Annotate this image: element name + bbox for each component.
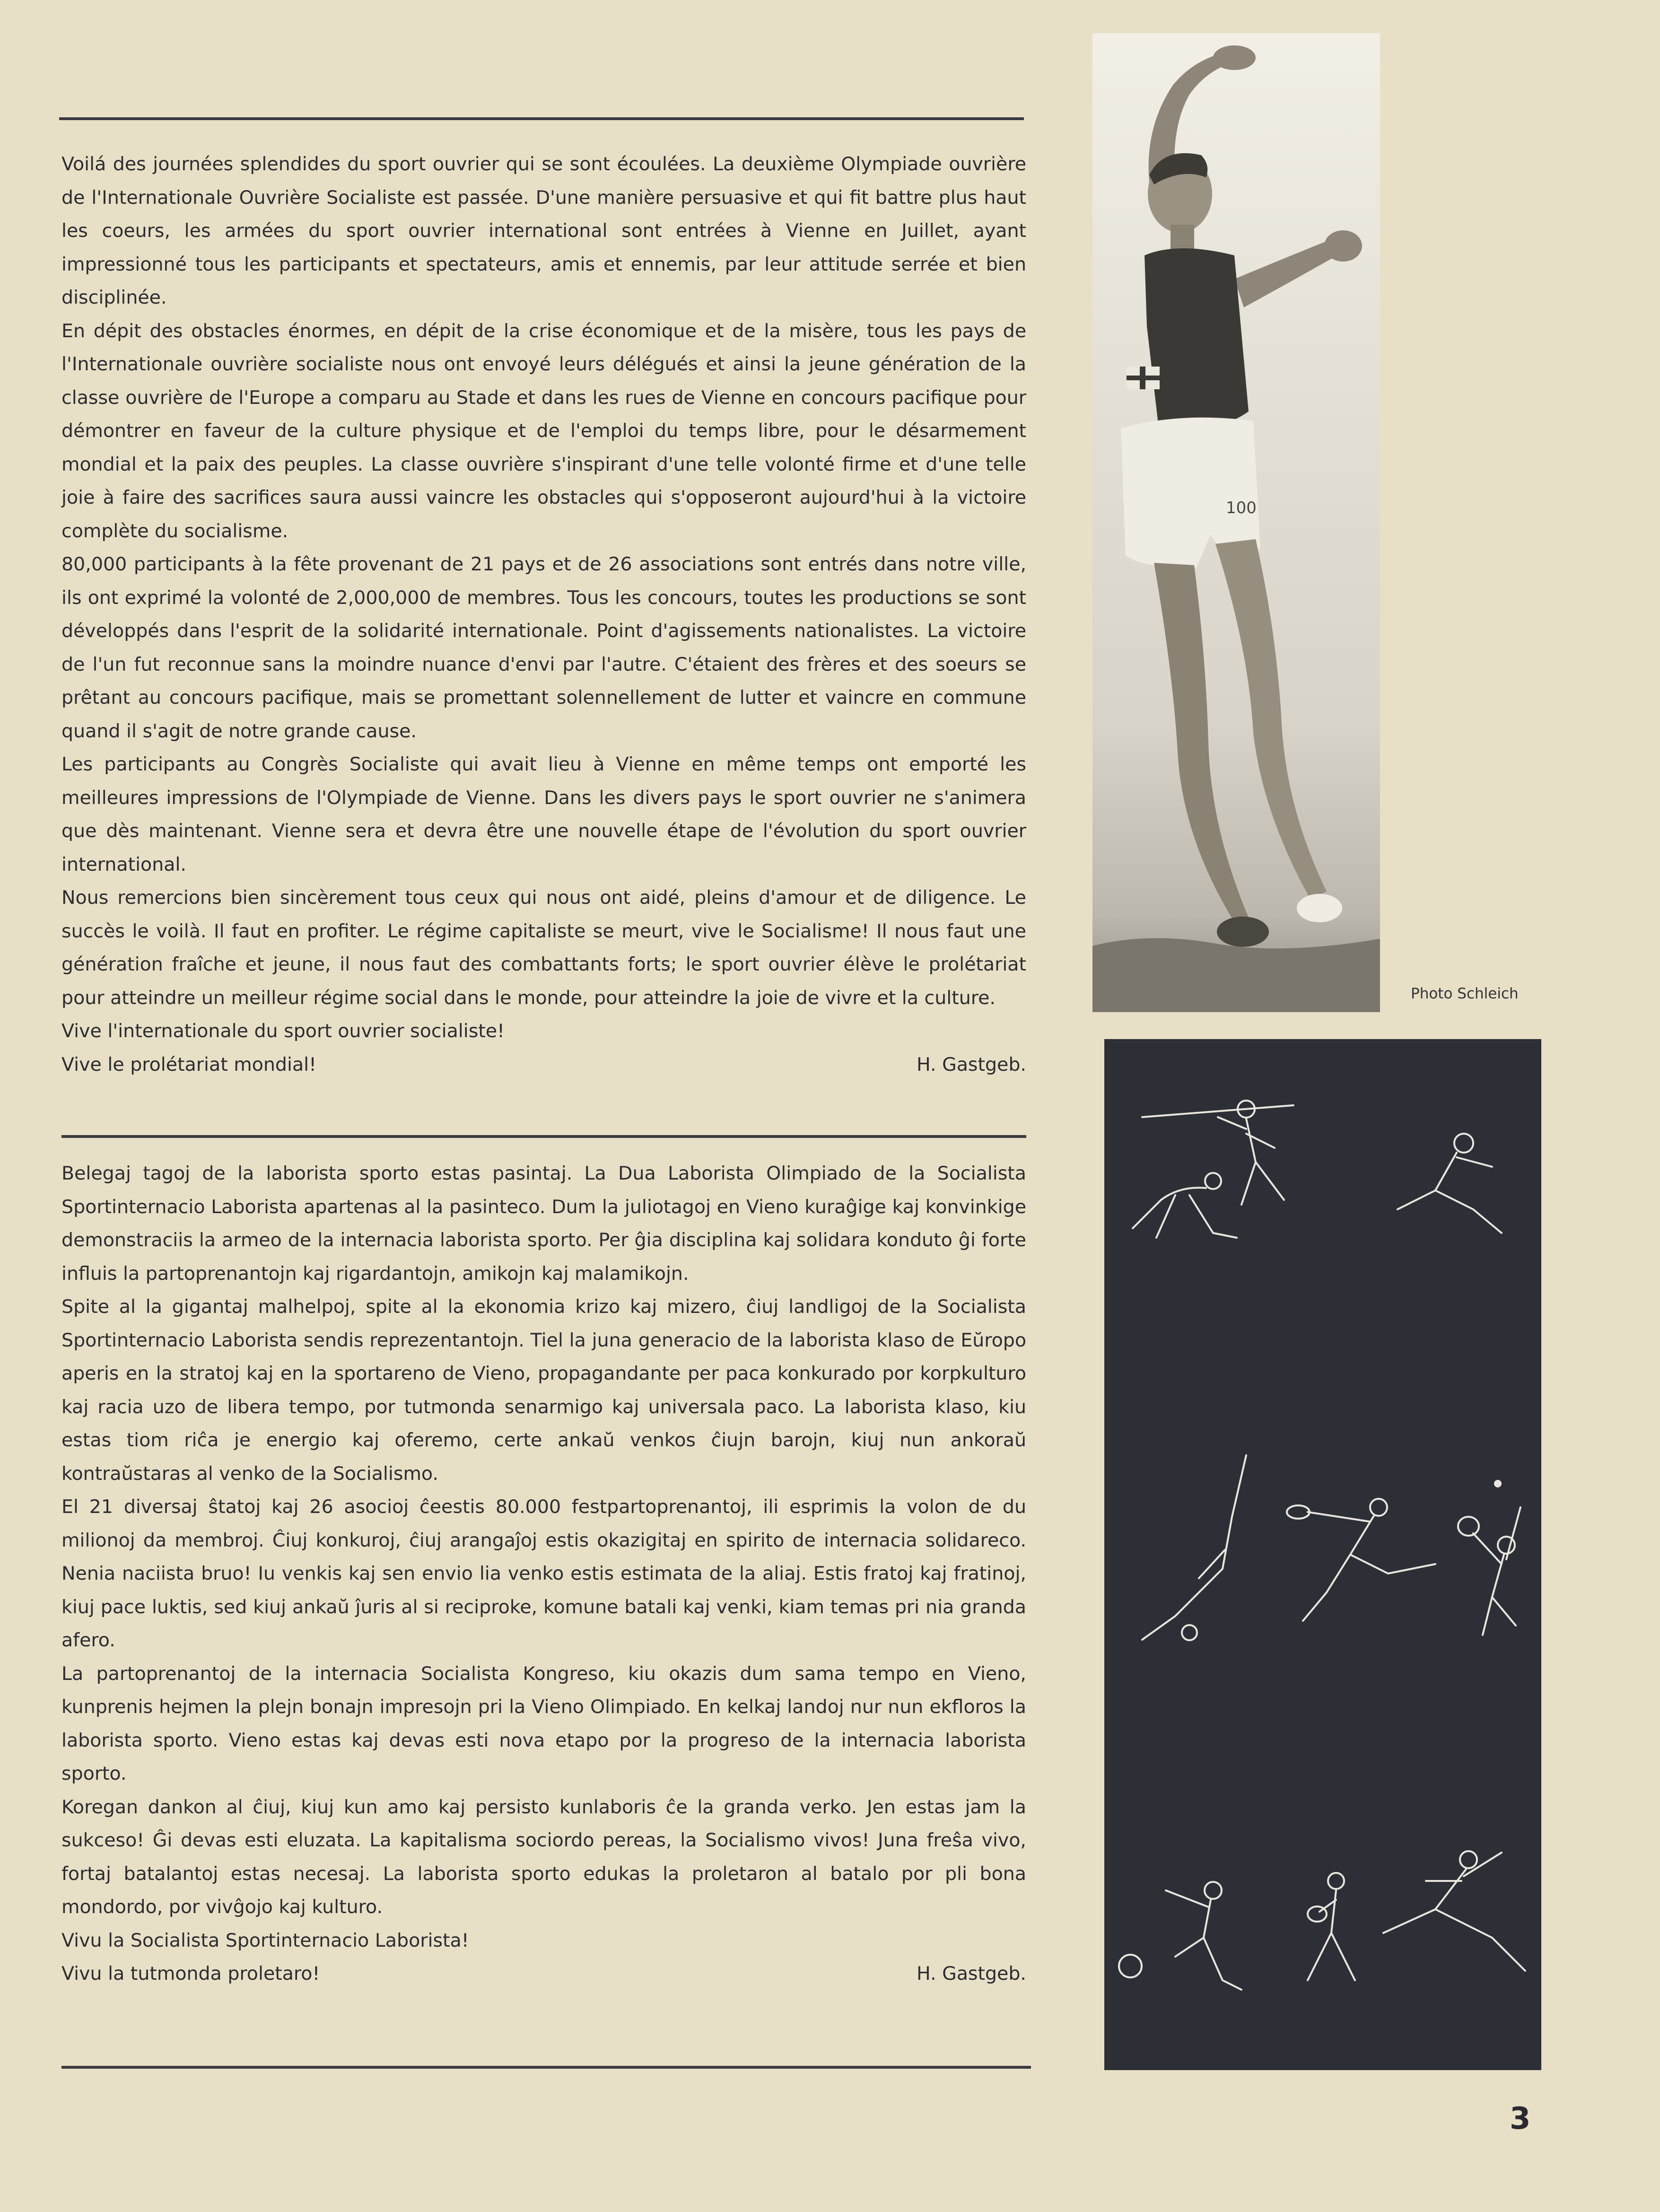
shot-putter-sketch [1398,1134,1502,1233]
french-paragraph-6: Vive l'internationale du sport ouvrier socialiste! [61,1020,505,1042]
boxer-sketch [1308,1873,1355,1980]
javelin-thrower-sketch [1142,1101,1293,1205]
esperanto-closing: Vivu la tutmonda proletaro! [61,1963,320,1985]
top-rule [59,117,1024,120]
page-number: 3 [1510,2101,1531,2136]
french-signature: H. Gastgeb. [916,1053,1026,1075]
esperanto-signature-line [61,1957,1026,1991]
tennis-player-sketch [1458,1481,1520,1635]
athlete-sketch-panel [1104,1039,1541,2070]
runner-sketch [1383,1851,1525,1971]
french-article [61,148,1026,1081]
french-signature-line [61,1048,1026,1082]
esperanto-paragraph-4: La partoprenantoj de la internacia Socialista Kongreso, kiu okazis dum sama tempo en Vieno, kunprenis hejmen la plejn bonajn impresojn pri la Vieno Olimpiado. En kelkaj landoj nur nun ekfloros la laborista sporto. Vieno estas kaj devas esti nova etapo por la progreso de la internacia laborista sporto. [61,1662,1026,1784]
crouching-runner-sketch [1133,1173,1237,1238]
french-paragraph-1: Voilá des journées splendides du sport ouvrier qui se sont écoulées. La deuxième Olympiade ouvrière de l'Internationale Ouvrière Socialiste est passée. D'une manière persuasive et qui fit battre plus haut les coeurs, les armées du sport ouvrier international sont entrées à Vienne en Juillet, ayant impressionné tous les participants et spectateurs, amis et ennemis, par leur attitude serrée et bien disciplinée. [61,153,1026,308]
esperanto-paragraph-1: Belegaj tagoj de la laborista sporto estas pasintaj. La Dua Laborista Olimpiado de la Socialista Sportinternacio Laborista apartenas al la pasinteco. Dum la juliotagoj en Vieno kuraĝige kaj konvinkige demonstraciis la armeo de la internacia laborista sporto. Per ĝia disciplina kaj solidara konduto ĝi forte influis la partoprenantojn kaj rigardantojn, amikojn kaj malamikojn. [61,1163,1026,1285]
esperanto-paragraph-2: Spite al la gigantaj malhelpoj, spite al la ekonomia krizo kaj mizero, ĉiuj landligoj de la Socialista Sportinternacio Laborista sendis reprezentantojn. Tiel la juna generacio de la laborista klaso de Eŭropo aperis en la stratoj kaj en la sportareno de Vieno, propagandante per paca konkurado por korpkulturo kaj racia uzo de libera tempo, por tutmonda senarmigo kaj universala paco. La laborista klaso, kiu estas tiom riĉa je energio kaj oferemo, certe ankaŭ venkos ĉiujn barojn, kiuj nun ankoraŭ kontraŭstaras al venko de la Socialismo. [61,1296,1026,1485]
football-player-sketch [1119,1882,1241,1990]
french-closing: Vive le prolétariat mondial! [61,1053,316,1075]
french-paragraph-4: Les participants au Congrès Socialiste qui avait lieu à Vienne en même temps ont emporté les meilleures impressions de l'Olympiade de Vienne. Dans les divers pays le sport ouvrier ne s'animera que dès maintenant. Vienne sera et devra être une nouvelle étape de l'évolution du sport ouvrier international. [61,753,1026,875]
esperanto-article [61,1157,1026,1991]
jersey-number: 100 [1226,498,1257,517]
bottom-rule [61,2066,1031,2069]
photo-credit: Photo Schleich [1411,985,1519,1002]
esperanto-paragraph-6: Vivu la Socialista Sportinternacio Laborista! [61,1929,469,1951]
esperanto-paragraph-3: El 21 diversaj ŝtatoj kaj 26 asocioj ĉeestis 80.000 festpartoprenantoj, ili esprimis la volon de du milionoj da membroj. Ĉiuj konkuroj, ĉiuj arangaĵoj estis okazigitaj en spirito de internacia solidareco. Nenia naciista bruo! Iu venkis kaj sen envio lia venko estis estimata de la aliaj. Estis fratoj kaj fratinoj, kiuj pace luktis, sed kiuj ankaŭ ĵuris al si reciproke, komune batali kaj venki, kiam temas pri nia granda afero. [61,1496,1026,1651]
french-paragraph-2: En dépit des obstacles énormes, en dépit de la crise économique et de la misère, tous les pays de l'Internationale ouvrière socialiste nous ont envoyé leurs délégués et ainsi la jeune génération de la classe ouvrière de l'Europe a comparu au Stade et dans les rues de Vienne en concours pacifique pour démontrer en faveur de la culture physique et de l'emploi du temps libre, pour le désarmement mondial et la paix des peuples. La classe ouvrière s'inspirant d'une telle volonté firme et d'une telle joie à faire des sacrifices saura aussi vaincre les obstacles qui s'opposeront aujourd'hui à la victoire complète du socialisme. [61,320,1026,542]
discus-thrower-sketch [1287,1499,1435,1621]
french-paragraph-3: 80,000 participants à la fête provenant de 21 pays et de 26 associations sont entrés dans notre ville, ils ont exprimé la volonté de 2,000,000 de membres. Tous les concours, toutes les productions se sont développés dans l'esprit de la solidarité internationale. Point d'agissements nationalistes. La victoire de l'un fut reconnue sans la moindre nuance d'envi par l'autre. C'étaient des frères et des soeurs se prêtant au concours pacifique, mais se promettant solennellement de lutter et vaincre en commune quand il s'agit de notre grande cause. [61,553,1026,742]
diver-sketch [1142,1455,1246,1640]
athlete-photo [1092,33,1380,1012]
athlete-sketches [1104,1039,1541,2070]
middle-rule [61,1135,1026,1138]
french-paragraph-5: Nous remercions bien sincèrement tous ceux qui nous ont aidé, pleins d'amour et de diligence. Le succès le voilà. Il faut en profiter. Le régime capitaliste se meurt, vive le Socialisme! Il nous faut une génération fraîche et jeune, il nous faut des combattants forts; le sport ouvrier élève le prolétariat pour atteindre un meilleur régime social dans le monde, pour atteindre la joie de vivre et la culture. [61,887,1026,1009]
esperanto-signature: H. Gastgeb. [916,1963,1026,1985]
athlete-figure [1092,33,1380,1012]
esperanto-paragraph-5: Koregan dankon al ĉiuj, kiuj kun amo kaj persisto kunlaboris ĉe la granda verko. Jen estas jam la sukceso! Ĝi devas esti eluzata. La kapitalisma sociordo pereas, la Socialismo vivos! Juna freŝa vivo, fortaj batalantoj estas necesaj. La laborista sporto edukas la proletaron al batalo por pli bona mondordo, por vivĝojo kaj kulturo. [61,1796,1026,1918]
